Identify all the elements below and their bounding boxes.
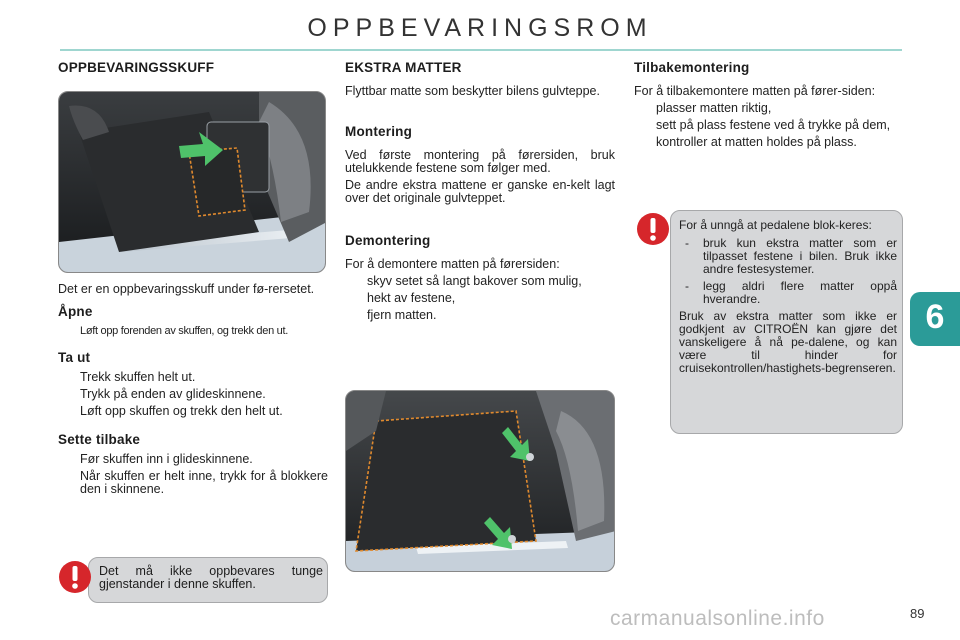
mounting-p2: De andre ekstra mattene er ganske en-kelt lagt over det originale gulvteppet. [345,178,615,205]
drawer-intro: Det er en oppbevaringsskuff under fø-rersetet. [58,282,315,296]
column-extra-mats [345,60,615,326]
warning-exclamation-icon [636,212,670,246]
dismount-intro: For å demontere matten på førersiden: [345,257,560,271]
warning-text-drawer: Det må ikke oppbevares tunge gjenstander i denne skuffen. [99,564,323,591]
list-item: Trekk skuffen helt ut. [80,370,196,384]
photo-floor-mat [345,390,615,572]
list-item: fjern matten. [367,308,437,322]
refitting-intro: For å tilbakemontere matten på fører-siden: [634,84,876,98]
photo-drawer [58,91,326,273]
column-refitting [634,60,904,153]
chapter-tab[interactable] [910,292,960,346]
list-item: sett på plass festene ved å trykke på dem, [656,118,891,132]
list-item: Trykk på enden av glideskinnene. [80,387,266,401]
warning-pedals-outro: Bruk av ekstra matter som ikke er godkjent av CITROËN kan gjøre det vanskeligere å nå pe-dalene, og kan være til hinder for cruisekontrollen/hastighets-begrenseren. [679,309,897,375]
extra-mats-intro: Flyttbar matte som beskytter bilens gulvteppe. [345,84,600,98]
warning-pedals-list [679,237,897,306]
list-item: Før skuffen inn i glideskinnene. [80,452,253,466]
title-divider [60,49,902,51]
heading-extra-mats: EKSTRA MATTER [345,60,462,75]
list-item: - legg aldri flere matter oppå hverandre. [685,279,897,306]
heading-remove: Ta ut [58,350,91,365]
heading-dismount: Demontering [345,233,431,248]
mounting-p1: Ved første montering på førersiden, bruk utelukkende festene som følger med. [345,148,615,175]
page-title: OPPBEVARINGSROM [307,14,653,42]
drawer-illustration [59,92,326,273]
warning-pedals-intro: For å unngå at pedalene blok-keres: [679,218,872,232]
heading-mounting: Montering [345,124,413,139]
warning-box-pedals [670,210,903,434]
list-item: kontroller at matten holdes på plass. [656,135,857,149]
list-refit [58,453,328,496]
heading-storage-drawer: OPPBEVARINGSSKUFF [58,60,215,75]
warning-box-drawer [88,557,328,603]
list-item: Når skuffen er helt inne, trykk for å blokkere den i skinnene. [80,469,328,496]
list-item: Løft opp skuffen og trekk den helt ut. [80,404,283,418]
page-number: 89 [910,606,925,621]
list-item: Løft opp forenden av skuffen, og trekk den ut. [80,325,288,337]
chapter-number: 6 [925,298,945,336]
list-dismount [345,275,615,322]
floor-mat-illustration [346,391,615,572]
list-item: - bruk kun ekstra matter som er tilpasset festene i bilen. Bruk ikke andre festesystemer. [685,236,897,276]
list-refitting [634,102,904,149]
heading-open: Åpne [58,304,93,319]
list-remove [58,371,328,418]
watermark: carmanualsonline.info [610,607,825,630]
list-open [58,325,328,338]
warning-exclamation-icon [58,560,92,594]
list-item: plasser matten riktig, [656,101,772,115]
list-item: hekt av festene, [367,291,456,305]
heading-refitting: Tilbakemontering [634,60,750,75]
heading-refit: Sette tilbake [58,432,141,447]
list-item: skyv setet så langt bakover som mulig, [367,274,582,288]
column-storage-drawer [58,60,328,500]
